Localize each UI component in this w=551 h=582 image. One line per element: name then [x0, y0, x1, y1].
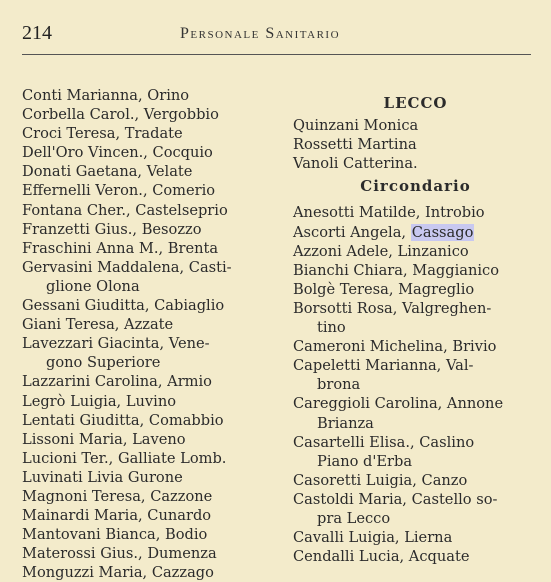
list-item: Careggioli Carolina, Annone: [293, 395, 504, 413]
list-item: Cendalli Lucia, Acquate: [293, 548, 470, 566]
list-item: Materossi Gius., Dumenza: [22, 545, 217, 563]
list-item: Azzoni Adele, Linzanico: [293, 242, 469, 260]
list-item: Cameroni Michelina, Brivio: [293, 338, 497, 356]
list-item: Cavalli Luigia, Lierna: [293, 529, 453, 547]
list-item: Conti Marianna, Orino: [22, 87, 190, 104]
list-item: Rossetti Martina: [293, 136, 417, 154]
list-item: Mantovani Bianca, Bodio: [22, 526, 208, 544]
right-column: [293, 86, 538, 566]
header-rule: [22, 54, 531, 55]
left-column: [22, 86, 272, 582]
list-item: Bolgè Teresa, Magreglio: [293, 280, 475, 298]
list-item-continuation: glione Olona: [46, 277, 140, 295]
search-highlight[interactable]: Cassago: [411, 223, 474, 241]
list-item: Legrò Luigia, Luvino: [22, 392, 177, 410]
list-item: Fontana Cher., Castelseprio: [22, 201, 228, 219]
list-item-continuation: tino: [317, 319, 346, 337]
list-item: Dell'Oro Vincen., Cocquio: [22, 144, 213, 162]
entry-text: Ascorti Angela,: [293, 223, 411, 241]
list-item: Gervasini Maddalena, Casti-: [22, 258, 232, 276]
list-item: Vanoli Catterina.: [293, 155, 418, 173]
list-item: Bianchi Chiara, Maggianico: [293, 261, 499, 279]
list-item: Fraschini Anna M., Brenta: [22, 239, 219, 257]
list-item: Magnoni Teresa, Cazzone: [22, 487, 213, 505]
list-item: Lazzarini Carolina, Armio: [22, 373, 212, 391]
list-item: Anesotti Matilde, Introbio: [293, 204, 485, 222]
list-item: Corbella Carol., Vergobbio: [22, 106, 219, 124]
list-item: Casoretti Luigia, Canzo: [293, 471, 468, 489]
list-item: Capeletti Marianna, Val-: [293, 357, 474, 375]
list-item: Castoldi Maria, Castello so-: [293, 490, 498, 508]
page-number: 214: [22, 22, 52, 44]
list-item: Gessani Giuditta, Cabiaglio: [22, 297, 225, 315]
list-item: Croci Teresa, Tradate: [22, 125, 183, 143]
list-item-ascorti: [293, 223, 538, 242]
running-title: Personale Sanitario: [180, 25, 341, 42]
list-item: Casartelli Elisa., Caslino: [293, 433, 475, 451]
list-item: Lentati Giuditta, Comabbio: [22, 411, 224, 429]
section-heading-circondario: Circondario: [360, 177, 471, 196]
list-item: Lucioni Ter., Galliate Lomb.: [22, 449, 227, 467]
list-item: Monguzzi Maria, Cazzago: [22, 564, 214, 582]
list-item: Franzetti Gius., Besozzo: [22, 220, 202, 238]
list-item: Quinzani Monica: [293, 117, 419, 135]
list-item: Luvinati Livia Gurone: [22, 468, 183, 486]
list-item: Donati Gaetana, Velate: [22, 163, 193, 181]
list-item-continuation: pra Lecco: [317, 509, 391, 527]
list-item-continuation: Piano d'Erba: [317, 452, 413, 470]
list-item-continuation: gono Superiore: [46, 354, 161, 372]
page-header: [22, 22, 527, 50]
list-item: Lissoni Maria, Laveno: [22, 430, 186, 448]
section-heading-lecco: LECCO: [383, 94, 448, 112]
list-item-continuation: brona: [317, 376, 361, 394]
list-item: Effernelli Veron., Comerio: [22, 182, 216, 200]
list-item: Giani Teresa, Azzate: [22, 316, 174, 334]
list-item: Lavezzari Giacinta, Vene-: [22, 335, 210, 353]
list-item: Borsotti Rosa, Valgreghen-: [293, 299, 492, 317]
list-item-continuation: Brianza: [317, 414, 374, 432]
list-item: Mainardi Maria, Cunardo: [22, 507, 212, 525]
